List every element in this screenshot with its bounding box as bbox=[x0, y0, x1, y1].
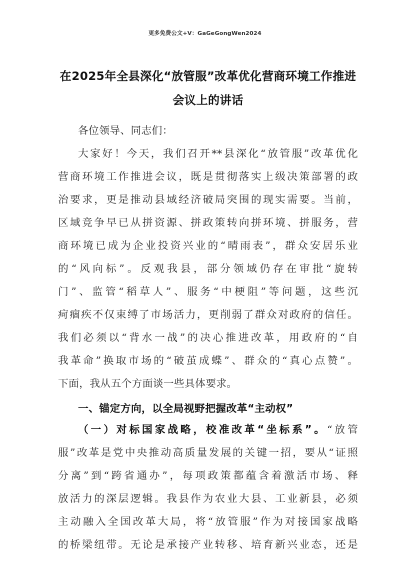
intro-line: 治要求，更是推动县域经济破局突围的现实需要。当前， bbox=[58, 194, 358, 206]
intro-line: 门”、监管“稻草人”、服务“中梗阻”等问题，这些沉 bbox=[58, 286, 358, 298]
document-title-line-2: 会议上的讲话 bbox=[172, 93, 244, 107]
intro-line: 大家好！今天，我们召开**县深化“放管服”改革优化 bbox=[78, 148, 358, 160]
intro-line: 营商环境工作推进会议，既是贯彻落实上级决策部署的政 bbox=[58, 171, 358, 183]
body-line: 放活力的深层逻辑。我县作为农业大县、工业新县，必须 bbox=[58, 493, 358, 505]
body-line: 服”改革是党中央推动高质量发展的关键一招，要从“证照 bbox=[58, 447, 358, 459]
document-title-line-1: 在2025年全县深化“放管服”改革优化营商环境工作推进 bbox=[59, 69, 357, 83]
section-heading: 一、锚定方向，以全局视野把握改革“主动权” bbox=[78, 403, 294, 415]
salutation: 各位领导、同志们： bbox=[78, 125, 173, 137]
body-line: 主动融入全国改革大局，将“放管服”作为对接国家战略 bbox=[58, 516, 358, 528]
intro-line: 的“风向标”。反观我县，部分领域仍存在审批“旋转 bbox=[58, 263, 358, 275]
subsection-heading-line bbox=[78, 423, 358, 437]
subsection-heading: （一）对标国家战略，校准改革“坐标系”。 bbox=[78, 424, 327, 436]
subsection-heading-continuation: “放管 bbox=[326, 424, 359, 436]
intro-line: 区域竞争早已从拼资源、拼政策转向拼环境、拼服务，营 bbox=[58, 217, 358, 229]
intro-line: 下面，我从五个方面谈一些具体要求。 bbox=[58, 378, 238, 390]
intro-line: 我革命”换取市场的“破茧成蝶”、群众的“真心点赞”。 bbox=[58, 355, 358, 367]
intro-line: 商环境已成为企业投资兴业的“晴雨表”，群众安居乐业 bbox=[58, 240, 358, 252]
intro-line: 疴痼疾不仅束缚了市场活力，更削弱了群众对政府的信任。 bbox=[58, 309, 358, 321]
body-line: 的桥梁纽带。无论是承接产业转移、培育新兴业态，还是 bbox=[58, 539, 358, 551]
body-line: 分离”到“跨省通办”，每项政策都蕴含着激活市场、释 bbox=[58, 470, 358, 482]
intro-line: 我们必须以“背水一战”的决心推进改革，用政府的“自 bbox=[58, 332, 358, 344]
header-watermark: 更多免费公文+V：GaGeGongWen2024 bbox=[148, 31, 262, 37]
